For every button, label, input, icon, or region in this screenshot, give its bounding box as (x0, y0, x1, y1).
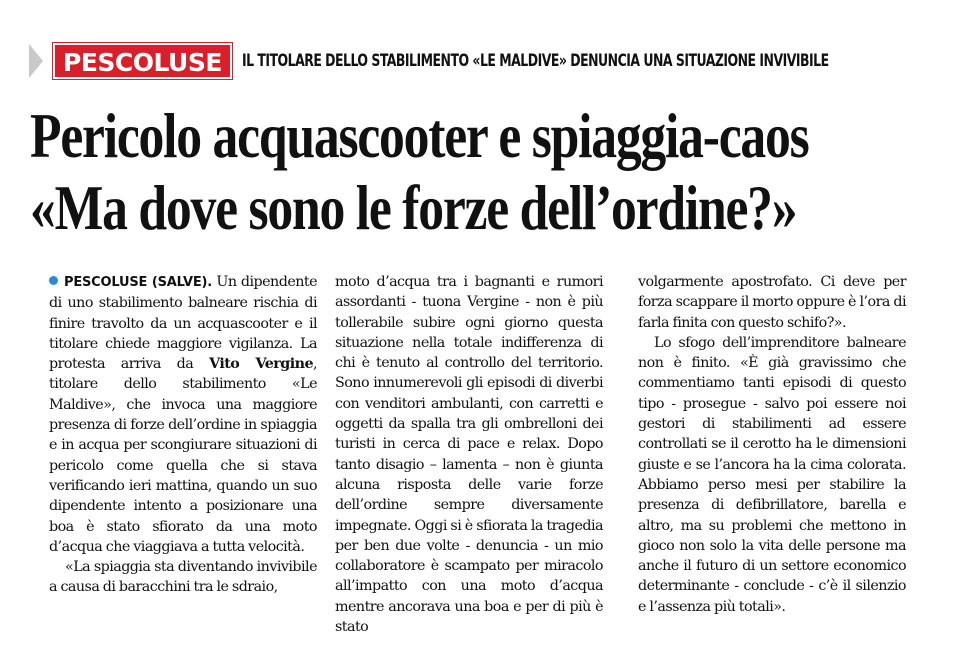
kicker-location-label: PESCOLUSE (53, 43, 232, 79)
person-name: Vito Vergine (209, 356, 313, 373)
dateline: PESCOLUSE (SALVE). (64, 275, 212, 290)
paragraph-text: Un dipendente di uno stabilimento balneare rischia di finire travolto da un acquascooter e il titolare chiede maggiore vigilanza. La protesta arriva da (49, 274, 317, 373)
article-paragraph: volgarmente apostrofato. Ci deve per forza scappare il morto oppure è l’ora di farla finita con questo schifo?». (638, 274, 906, 331)
article-paragraph: «La spiaggia sta diventando invivibile a causa di baracchini tra le sdraio, (49, 559, 317, 596)
bullet-dot-icon (49, 276, 58, 285)
article-paragraph: Lo sfogo dell’imprenditore balneare non è finito. «È già gravissimo che commentiamo tanti episodi di questo tipo - prosegue - salvo poi essere noi gestori di stabilimenti ad essere controllati se il cerotto ha le dimensioni giuste e se l’ancora ha la cima colorata. Abbiamo perso mesi per stabilire la presenza di defibrillatore, barella e altro, ma su problemi che mettono in gioco non solo la vita delle persone ma anche il futuro di un settore economico determinante - conclude - c’è il silenzio e l’assenza più totali». (638, 334, 906, 615)
kicker-summary: IL TITOLARE DELLO STABILIMENTO «LE MALDIVE» DENUNCIA UNA SITUAZIONE INVIVIBILE (242, 51, 829, 70)
article-column-3 (638, 272, 906, 617)
article-body (49, 272, 919, 652)
article-paragraph (49, 272, 317, 557)
headline-line-2: «Ma dove sono le forze dell’ordine?» (30, 173, 797, 243)
paragraph-text: , titolare dello stabilimento «Le Maldive», che invoca una maggiore presenza di forze dell’ordine in spiaggia e in acqua per scongiurare situazioni di pericolo come quella che si stava verificando ieri mattina, quando un suo dipendente intento a posizionare una boa è stato sfiorato da una moto d’acqua che viaggiava a tutta velocità. (49, 356, 317, 555)
article-paragraph: moto d’acqua tra i bagnanti e rumori assordanti - tuona Vergine - non è più tollerabile subire ogni giorno questa situazione nella totale indifferenza di chi è tenuto al controllo del territorio. Sono innumerevoli gli episodi di diverbi con venditori ambulanti, con carretti e oggetti da spalla tra gli ombrelloni dei turisti in cerca di pace e relax. Dopo tanto disagio – lamenta – non è giunta alcuna risposta delle varie forze dell’ordine sempre diversamente impegnate. Oggi si è sfiorata la tragedia per ben due volte - denuncia - un mio collaboratore è scampato per miracolo all’impatto con una moto d’acqua mentre ancorava una boa e per di più è stato (335, 274, 603, 636)
headline-line-1: Pericolo acquascooter e spiaggia-caos (30, 101, 809, 171)
kicker-chevron-decoration (29, 44, 43, 78)
headline (30, 100, 809, 244)
article-column-1 (49, 272, 317, 598)
article-column-2 (335, 272, 603, 637)
